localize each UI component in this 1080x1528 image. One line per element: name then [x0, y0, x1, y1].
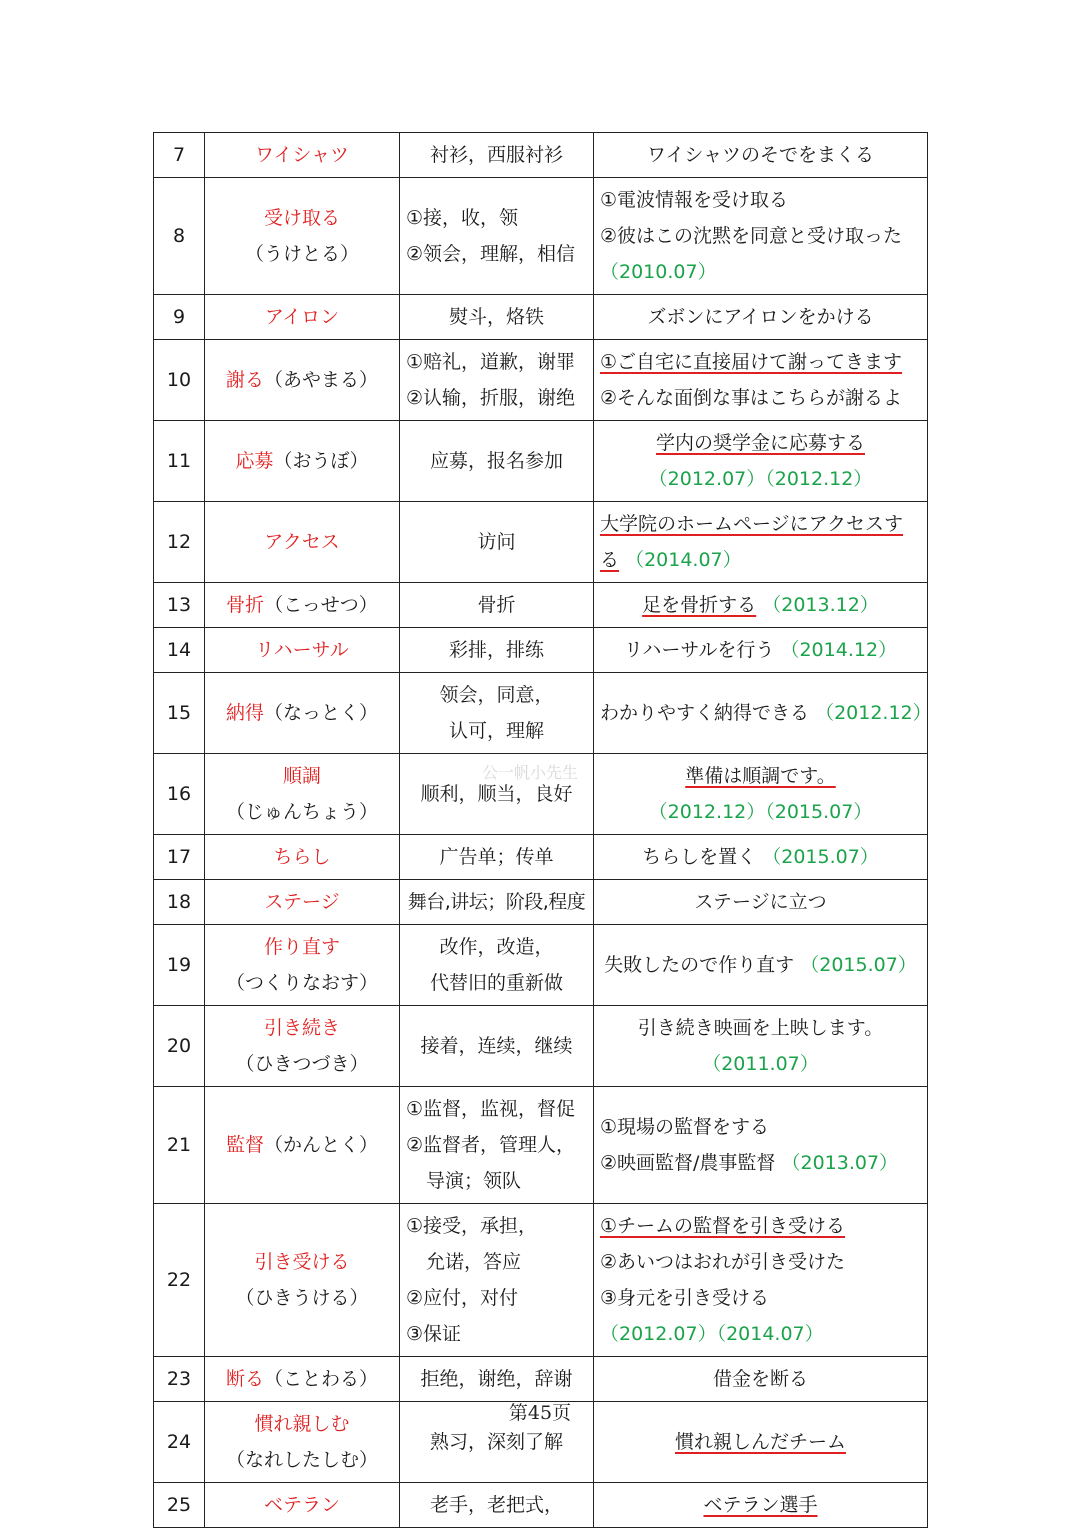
example-cell: 準備は順調です。 （2012.12）（2015.07） — [594, 754, 928, 835]
meaning-cell: 彩排，排练 — [400, 628, 594, 673]
row-number: 25 — [154, 1483, 205, 1528]
example-cell: ①現場の監督をする ②映画監督/農事監督 （2013.07） — [594, 1087, 928, 1204]
table-row — [154, 1006, 928, 1087]
example-cell: ベテラン選手 — [594, 1483, 928, 1528]
table-row — [154, 835, 928, 880]
table-row — [154, 628, 928, 673]
example-cell: ズボンにアイロンをかける — [594, 295, 928, 340]
table-row — [154, 295, 928, 340]
meaning-cell: ①接，收，领 ②领会，理解，相信 — [400, 178, 594, 295]
example-cell: 慣れ親しんだチーム — [594, 1402, 928, 1483]
row-number: 7 — [154, 133, 205, 178]
vocab-word: 納得（なっとく） — [205, 673, 400, 754]
row-number: 22 — [154, 1204, 205, 1357]
table-row — [154, 1357, 928, 1402]
example-cell: わかりやすく納得できる （2012.12） — [594, 673, 928, 754]
meaning-cell: 应募，报名参加 — [400, 421, 594, 502]
example-cell: ステージに立つ — [594, 880, 928, 925]
vocab-word: 順調（じゅんちょう） — [205, 754, 400, 835]
row-number: 9 — [154, 295, 205, 340]
row-number: 8 — [154, 178, 205, 295]
meaning-cell: 广告单；传单 — [400, 835, 594, 880]
row-number: 12 — [154, 502, 205, 583]
table-row — [154, 880, 928, 925]
vocab-word: リハーサル — [205, 628, 400, 673]
row-number: 14 — [154, 628, 205, 673]
vocab-word: 骨折（こっせつ） — [205, 583, 400, 628]
example-cell: ちらしを置く （2015.07） — [594, 835, 928, 880]
row-number: 18 — [154, 880, 205, 925]
table-row — [154, 1087, 928, 1204]
row-number: 10 — [154, 340, 205, 421]
vocab-word: 引き続き （ひきつづき） — [205, 1006, 400, 1087]
row-number: 23 — [154, 1357, 205, 1402]
vocab-word: 監督（かんとく） — [205, 1087, 400, 1204]
meaning-cell: 熨斗，烙铁 — [400, 295, 594, 340]
row-number: 17 — [154, 835, 205, 880]
example-cell: 学内の奨学金に応募する （2012.07）（2012.12） — [594, 421, 928, 502]
vocab-word: 謝る（あやまる） — [205, 340, 400, 421]
vocab-word: ワイシャツ — [205, 133, 400, 178]
table-row — [154, 340, 928, 421]
vocab-table — [153, 132, 932, 1528]
table-row — [154, 1204, 928, 1357]
row-number: 11 — [154, 421, 205, 502]
example-cell: リハーサルを行う （2014.12） — [594, 628, 928, 673]
watermark: 公一帆小先生 — [482, 763, 579, 782]
example-cell: ①チームの監督を引き受ける ②あいつはおれが引き受けた ③身元を引き受ける （2012.07）（2014.07） — [594, 1204, 928, 1357]
table-row — [154, 133, 928, 178]
example-cell: 引き続き映画を上映します。 （2011.07） — [594, 1006, 928, 1087]
vocab-word: ベテラン — [205, 1483, 400, 1528]
meaning-cell: 骨折 — [400, 583, 594, 628]
meaning-cell: 熟习，深刻了解 — [400, 1402, 594, 1483]
row-number: 24 — [154, 1402, 205, 1483]
table-row — [154, 925, 928, 1006]
vocab-word: ステージ — [205, 880, 400, 925]
meaning-cell: ①赔礼，道歉，谢罪 ②认输，折服，谢绝 — [400, 340, 594, 421]
meaning-cell: 顺利，顺当，良好 — [400, 754, 594, 835]
vocab-word: アクセス — [205, 502, 400, 583]
example-cell: ワイシャツのそでをまくる — [594, 133, 928, 178]
example-cell: 失敗したので作り直す （2015.07） — [594, 925, 928, 1006]
vocab-word: 受け取る（うけとる） — [205, 178, 400, 295]
meaning-cell: 领会，同意， 认可，理解 — [400, 673, 594, 754]
table-row — [154, 502, 928, 583]
meaning-cell: ①接受，承担， 允诺，答应 ②应付，对付 ③保证 — [400, 1204, 594, 1357]
table-row — [154, 178, 928, 295]
meaning-cell: 老手，老把式， — [400, 1483, 594, 1528]
example-cell: 足を骨折する （2013.12） — [594, 583, 928, 628]
row-number: 16 — [154, 754, 205, 835]
vocab-word: 慣れ親しむ （なれしたしむ） — [205, 1402, 400, 1483]
vocab-word: ちらし — [205, 835, 400, 880]
meaning-cell: 舞台,讲坛；阶段,程度 — [400, 880, 594, 925]
row-number: 20 — [154, 1006, 205, 1087]
row-number: 19 — [154, 925, 205, 1006]
example-cell: 大学院のホームページにアクセスす る （2014.07） — [594, 502, 928, 583]
table-row — [154, 421, 928, 502]
meaning-cell: 衬衫，西服衬衫 — [400, 133, 594, 178]
vocab-word: 応募（おうぼ） — [205, 421, 400, 502]
example-cell: 借金を断る — [594, 1357, 928, 1402]
table-row — [154, 673, 928, 754]
row-number: 21 — [154, 1087, 205, 1204]
example-cell: ①ご自宅に直接届けて謝ってきます ②そんな面倒な事はこちらが謝るよ — [594, 340, 928, 421]
meaning-cell: 拒绝，谢绝，辞谢 — [400, 1357, 594, 1402]
example-cell: ①電波情報を受け取る ②彼はこの沈黙を同意と受け取った （2010.07） — [594, 178, 928, 295]
meaning-cell: 访问 — [400, 502, 594, 583]
vocab-word: アイロン — [205, 295, 400, 340]
meaning-cell: ①监督，监视，督促 ②监督者，管理人， 导演；领队 — [400, 1087, 594, 1204]
vocab-word: 引き受ける （ひきうける） — [205, 1204, 400, 1357]
table-row — [154, 583, 928, 628]
row-number: 15 — [154, 673, 205, 754]
table-row — [154, 1483, 928, 1528]
page-number: 第45页 — [508, 1402, 572, 1424]
vocab-word: 作り直す （つくりなおす） — [205, 925, 400, 1006]
meaning-cell: 改作，改造， 代替旧的重新做 — [400, 925, 594, 1006]
meaning-cell: 接着，连续，继续 — [400, 1006, 594, 1087]
vocab-word: 断る（ことわる） — [205, 1357, 400, 1402]
row-number: 13 — [154, 583, 205, 628]
